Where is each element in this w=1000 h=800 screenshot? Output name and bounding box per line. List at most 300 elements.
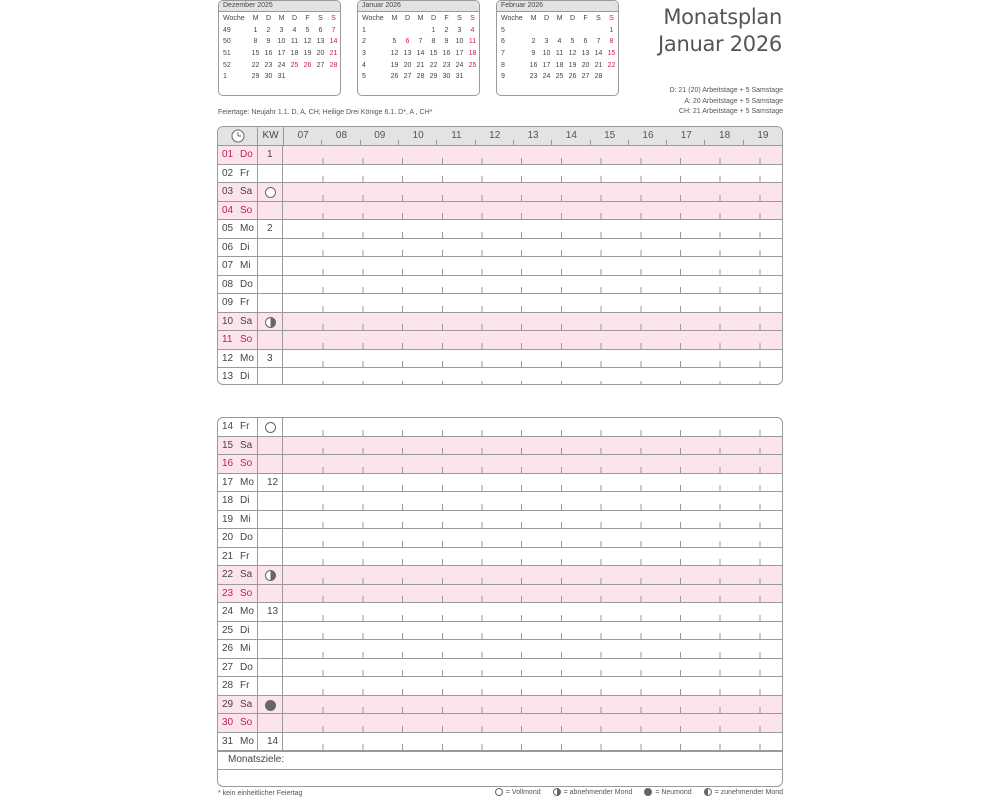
work-days-info <box>670 86 783 118</box>
weekday-header: S <box>331 15 336 23</box>
calendar-day: 31 <box>455 73 464 81</box>
day-name: Do <box>240 532 253 543</box>
hour-label: 19 <box>757 130 769 141</box>
calendar-day: 22 <box>251 61 260 69</box>
calendar-day <box>301 71 314 83</box>
calendar-day: 11 <box>468 38 477 46</box>
calendar-day <box>553 25 566 37</box>
calendar-day: 1 <box>609 26 614 34</box>
hour-label: 12 <box>476 127 514 145</box>
day-name: Di <box>240 241 250 253</box>
day-number: 22 <box>222 569 234 580</box>
day-row[interactable] <box>218 239 782 258</box>
calendar-day <box>527 25 540 37</box>
hour-ticks <box>284 430 782 436</box>
day-row[interactable] <box>218 294 782 313</box>
hour-ticks <box>284 578 782 584</box>
calendar-day: 4 <box>557 38 562 46</box>
full-moon-icon <box>265 422 276 433</box>
week-number-cell <box>257 437 283 455</box>
day-row[interactable] <box>218 585 782 604</box>
calendar-day: 12 <box>568 50 577 58</box>
day-name: Do <box>240 661 253 673</box>
calendar-day: 13 <box>316 38 325 46</box>
day-name: Sa <box>240 569 253 580</box>
week-column-header: Woche <box>362 15 384 23</box>
day-number: 20 <box>222 532 234 543</box>
week-number-cell <box>257 677 283 695</box>
week-number: 9 <box>501 73 505 81</box>
day-row[interactable] <box>218 492 782 511</box>
calendar-day <box>401 25 414 37</box>
calendar-day: 9 <box>531 50 536 58</box>
day-name: Sa <box>240 439 253 451</box>
footnote: * kein einheitlicher Feiertag <box>218 790 303 797</box>
hour-ticks <box>284 287 782 293</box>
legend-waning: = abnehmender Mond <box>563 788 633 796</box>
hour-ticks <box>284 158 782 164</box>
mini-calendar-title: Dezember 2025 <box>219 1 340 12</box>
weekday-header: F <box>305 15 310 23</box>
day-row[interactable] <box>218 529 782 548</box>
calendar-day: 25 <box>468 61 477 69</box>
calendar-day: 9 <box>444 38 449 46</box>
calendar-day: 1 <box>253 26 258 34</box>
calendar-day: 29 <box>251 73 260 81</box>
hour-ticks <box>284 361 782 367</box>
day-number: 16 <box>222 458 234 469</box>
calendar-day: 7 <box>596 38 601 46</box>
day-name: Do <box>240 278 253 290</box>
day-number: 08 <box>222 278 234 290</box>
calendar-day: 17 <box>277 50 286 58</box>
day-row[interactable] <box>218 276 782 295</box>
calendar-day: 20 <box>316 50 325 58</box>
week-number: 5 <box>362 73 366 81</box>
calendar-day: 26 <box>568 73 577 81</box>
day-name: Mi <box>240 643 251 654</box>
waning-moon-icon <box>553 788 561 796</box>
day-number: 03 <box>222 186 234 197</box>
day-name: So <box>240 587 253 599</box>
calendar-day <box>566 25 579 37</box>
calendar-day: 23 <box>442 61 451 69</box>
day-number: 23 <box>222 587 234 599</box>
calendar-day: 19 <box>303 50 312 58</box>
weekday-header: D <box>430 15 437 23</box>
day-row[interactable] <box>218 622 782 641</box>
hour-label: 08 <box>322 127 360 145</box>
hours-header <box>283 127 782 145</box>
day-row[interactable] <box>218 714 782 733</box>
calendar-day: 11 <box>290 38 299 46</box>
full-moon-icon <box>495 788 503 796</box>
day-name: Mo <box>240 735 254 747</box>
day-name: Sa <box>240 698 253 710</box>
weekday-header: D <box>291 15 298 23</box>
calendar-day: 14 <box>594 50 603 58</box>
day-number: 26 <box>222 643 234 654</box>
day-number: 06 <box>222 241 234 253</box>
day-row[interactable] <box>218 640 782 659</box>
calendar-day: 5 <box>305 26 310 34</box>
day-row[interactable] <box>218 313 782 332</box>
day-number: 05 <box>222 223 234 234</box>
kw-header: KW <box>257 127 283 145</box>
day-number: 15 <box>222 439 234 451</box>
day-number: 02 <box>222 167 234 179</box>
week-number-cell: 13 <box>257 603 283 621</box>
calendar-day: 28 <box>594 73 603 81</box>
weekday-header: S <box>596 15 601 23</box>
weekday-header: S <box>318 15 323 23</box>
day-row[interactable] <box>218 368 782 385</box>
hour-ticks <box>284 250 782 256</box>
legend-new: = Neumond <box>655 788 692 796</box>
hour-ticks <box>284 744 782 750</box>
calendar-day: 24 <box>455 61 464 69</box>
hour-label: 13 <box>514 127 552 145</box>
calendar-day <box>592 25 605 37</box>
title-line-2: Januar 2026 <box>657 32 782 56</box>
week-number: 49 <box>223 26 231 34</box>
day-row[interactable] <box>218 548 782 567</box>
week-number: 6 <box>501 38 505 46</box>
calendar-day: 18 <box>468 50 477 58</box>
day-rows <box>218 146 782 385</box>
week-number: 7 <box>501 50 505 58</box>
day-name: So <box>240 334 253 345</box>
week-number-cell <box>257 714 283 732</box>
day-name: Di <box>240 624 250 636</box>
goals-line <box>218 769 782 770</box>
calendar-day: 2 <box>444 26 449 34</box>
calendar-day <box>288 71 301 83</box>
full-moon-icon <box>265 187 276 198</box>
week-number: 51 <box>223 50 231 58</box>
week-number-cell <box>257 640 283 658</box>
calendar-day: 17 <box>455 50 464 58</box>
calendar-day: 4 <box>292 26 297 34</box>
calendar-day: 20 <box>403 61 412 69</box>
moon-legend <box>495 788 783 796</box>
weekday-header: M <box>556 15 563 23</box>
day-number: 04 <box>222 204 234 216</box>
weekday-header: F <box>444 15 449 23</box>
week-number-cell: 14 <box>257 733 283 751</box>
calendar-day: 16 <box>264 50 273 58</box>
week-number: 4 <box>362 61 366 69</box>
hour-ticks <box>284 176 782 182</box>
week-number-cell <box>257 659 283 677</box>
hour-ticks <box>284 522 782 528</box>
weekday-header: M <box>417 15 424 23</box>
title-line-1: Monatsplan <box>663 5 782 29</box>
week-number-cell <box>257 331 283 349</box>
mini-calendar-december <box>218 0 341 96</box>
hour-label: 15 <box>591 127 629 145</box>
calendar-day <box>414 25 427 37</box>
work-days-at: A: 20 Arbeitstage + 5 Samstage <box>684 97 783 105</box>
week-number-cell <box>257 511 283 529</box>
hour-ticks <box>284 504 782 510</box>
day-row[interactable] <box>218 165 782 184</box>
day-name: Di <box>240 495 250 506</box>
calendar-day: 26 <box>390 73 399 81</box>
day-row[interactable] <box>218 733 782 752</box>
hour-ticks <box>284 707 782 713</box>
day-row[interactable] <box>218 183 782 202</box>
day-name: So <box>240 204 253 216</box>
hour-ticks <box>284 726 782 732</box>
week-number: 52 <box>223 61 231 69</box>
hour-label: 09 <box>361 127 399 145</box>
mini-calendar-title: Februar 2026 <box>497 1 618 12</box>
hour-ticks <box>284 670 782 676</box>
calendar-day: 28 <box>416 73 425 81</box>
calendar-day: 30 <box>442 73 451 81</box>
hour-ticks <box>284 269 782 275</box>
hour-label: 11 <box>437 127 475 145</box>
calendar-day: 21 <box>594 61 603 69</box>
hour-ticks <box>284 689 782 695</box>
hour-ticks <box>284 596 782 602</box>
weekday-header: F <box>583 15 588 23</box>
calendar-day <box>605 71 618 83</box>
day-row[interactable] <box>218 331 782 350</box>
calendar-day: 8 <box>431 38 436 46</box>
week-number-cell <box>257 585 283 603</box>
calendar-day: 3 <box>544 38 549 46</box>
work-days-ch: CH: 21 Arbeitstage + 5 Samstage <box>678 108 783 115</box>
day-number: 10 <box>222 315 234 327</box>
hour-ticks <box>284 324 782 330</box>
weekday-header: D <box>265 15 272 23</box>
hour-ticks <box>284 232 782 238</box>
day-number: 28 <box>222 680 234 691</box>
hour-label: 18 <box>705 127 743 145</box>
day-name: So <box>240 458 253 469</box>
calendar-day: 2 <box>266 26 271 34</box>
mini-calendar-february <box>496 0 619 96</box>
hour-ticks <box>284 195 782 201</box>
calendar-day <box>388 25 401 37</box>
monthly-goals-label: Monatsziele: <box>228 754 285 765</box>
day-number: 13 <box>222 371 234 382</box>
calendar-day: 15 <box>607 50 616 58</box>
calendar-day: 15 <box>251 50 260 58</box>
day-name: Mo <box>240 223 254 234</box>
hour-ticks <box>284 559 782 565</box>
grid-header <box>218 127 782 146</box>
hour-ticks <box>284 467 782 473</box>
calendar-day <box>314 71 327 83</box>
week-number-cell <box>257 368 283 385</box>
calendar-day: 5 <box>392 38 397 46</box>
day-name: Fr <box>240 550 250 562</box>
calendar-day: 6 <box>405 38 410 46</box>
day-row[interactable] <box>218 696 782 715</box>
day-name: Di <box>240 371 250 382</box>
week-number-cell: 12 <box>257 474 283 492</box>
calendar-day: 8 <box>253 38 258 46</box>
new-moon-icon <box>265 700 276 711</box>
day-row[interactable] <box>218 418 782 437</box>
weekday-header: D <box>543 15 550 23</box>
calendar-day: 2 <box>531 38 536 46</box>
hour-ticks <box>284 306 782 312</box>
calendar-day: 25 <box>555 73 564 81</box>
week-number: 8 <box>501 61 505 69</box>
calendar-day: 3 <box>279 26 284 34</box>
calendar-day: 22 <box>429 61 438 69</box>
calendar-day: 26 <box>303 61 312 69</box>
day-name: Fr <box>240 297 250 308</box>
week-number-cell <box>257 455 283 473</box>
day-number: 21 <box>222 550 234 562</box>
day-name: Do <box>240 149 253 160</box>
weekday-header: M <box>252 15 259 23</box>
waning-moon-icon <box>265 570 276 581</box>
day-name: Sa <box>240 186 253 197</box>
calendar-day: 12 <box>303 38 312 46</box>
day-row[interactable] <box>218 220 782 239</box>
calendar-day: 14 <box>416 50 425 58</box>
day-name: Mo <box>240 352 254 364</box>
calendar-day: 12 <box>390 50 399 58</box>
week-number: 2 <box>362 38 366 46</box>
calendar-day: 23 <box>264 61 273 69</box>
calendar-day: 4 <box>470 26 475 34</box>
week-number-cell <box>257 492 283 510</box>
calendar-day: 6 <box>583 38 588 46</box>
hour-label: 10 <box>399 127 437 145</box>
week-number-cell: 2 <box>257 220 283 238</box>
day-number: 14 <box>222 421 234 432</box>
hour-ticks <box>284 541 782 547</box>
calendar-day: 15 <box>429 50 438 58</box>
calendar-day: 22 <box>607 61 616 69</box>
calendar-day: 28 <box>329 61 338 69</box>
calendar-day: 19 <box>568 61 577 69</box>
calendar-day: 27 <box>316 61 325 69</box>
weekday-header: D <box>404 15 411 23</box>
hour-label: 07 <box>284 127 322 145</box>
day-row[interactable] <box>218 257 782 276</box>
calendar-day: 31 <box>277 73 286 81</box>
weekday-header: D <box>569 15 576 23</box>
week-number-cell <box>257 529 283 547</box>
hour-label: 14 <box>552 127 590 145</box>
day-row[interactable] <box>218 603 782 622</box>
waxing-moon-icon <box>704 788 712 796</box>
day-row[interactable] <box>218 437 782 456</box>
calendar-day: 25 <box>290 61 299 69</box>
day-name: Fr <box>240 421 250 432</box>
day-number: 09 <box>222 297 234 308</box>
day-name: So <box>240 717 253 728</box>
calendar-day: 1 <box>431 26 436 34</box>
week-column-header: Woche <box>223 15 245 23</box>
calendar-day: 24 <box>542 73 551 81</box>
week-number-cell <box>257 276 283 294</box>
day-row[interactable] <box>218 566 782 585</box>
waning-moon-icon <box>265 317 276 328</box>
week-column-header: Woche <box>501 15 523 23</box>
week-number: 3 <box>362 50 366 58</box>
hour-ticks <box>284 213 782 219</box>
calendar-day: 18 <box>290 50 299 58</box>
day-name: Mo <box>240 476 254 488</box>
new-moon-icon <box>644 788 652 796</box>
hour-ticks <box>284 652 782 658</box>
work-days-de: D: 21 (20) Arbeitstage + 5 Samstage <box>669 87 783 94</box>
day-row[interactable] <box>218 202 782 221</box>
weekday-header: M <box>278 15 285 23</box>
calendar-day: 21 <box>416 61 425 69</box>
calendar-day: 16 <box>529 61 538 69</box>
calendar-day: 8 <box>609 38 614 46</box>
calendar-day: 27 <box>581 73 590 81</box>
day-number: 07 <box>222 260 234 271</box>
calendar-day <box>579 25 592 37</box>
calendar-day: 10 <box>542 50 551 58</box>
day-row[interactable] <box>218 474 782 493</box>
day-row[interactable] <box>218 350 782 369</box>
calendar-day: 3 <box>457 26 462 34</box>
calendar-day: 10 <box>455 38 464 46</box>
calendar-day <box>540 25 553 37</box>
week-number-cell <box>257 622 283 640</box>
day-number: 31 <box>222 735 234 747</box>
calendar-day: 17 <box>542 61 551 69</box>
day-name: Fr <box>240 167 250 179</box>
day-row[interactable] <box>218 659 782 678</box>
weekday-header: S <box>457 15 462 23</box>
calendar-day: 30 <box>264 73 273 81</box>
week-number-cell <box>257 239 283 257</box>
planner-grid-part-2 <box>217 417 783 787</box>
week-number: 5 <box>501 26 505 34</box>
calendar-day: 20 <box>581 61 590 69</box>
hour-ticks <box>284 343 782 349</box>
week-number-cell <box>257 202 283 220</box>
calendar-day: 13 <box>581 50 590 58</box>
day-rows <box>218 418 782 751</box>
hour-ticks <box>284 633 782 639</box>
calendar-day: 19 <box>390 61 399 69</box>
week-number-cell <box>257 294 283 312</box>
hour-ticks <box>284 485 782 491</box>
monthly-goals[interactable] <box>218 751 782 784</box>
day-name: Mi <box>240 513 251 525</box>
day-name: Mo <box>240 606 254 617</box>
calendar-day: 23 <box>529 73 538 81</box>
calendar-day: 5 <box>570 38 575 46</box>
calendar-day: 13 <box>403 50 412 58</box>
day-row[interactable] <box>218 677 782 696</box>
calendar-day: 29 <box>429 73 438 81</box>
day-number: 19 <box>222 513 234 525</box>
calendar-day: 21 <box>329 50 338 58</box>
mini-calendar-january <box>357 0 480 96</box>
week-number-cell <box>257 165 283 183</box>
calendar-day <box>327 71 340 83</box>
day-row[interactable] <box>218 511 782 530</box>
week-number-cell: 1 <box>257 146 283 164</box>
day-row[interactable] <box>218 455 782 474</box>
day-row[interactable] <box>218 146 782 165</box>
